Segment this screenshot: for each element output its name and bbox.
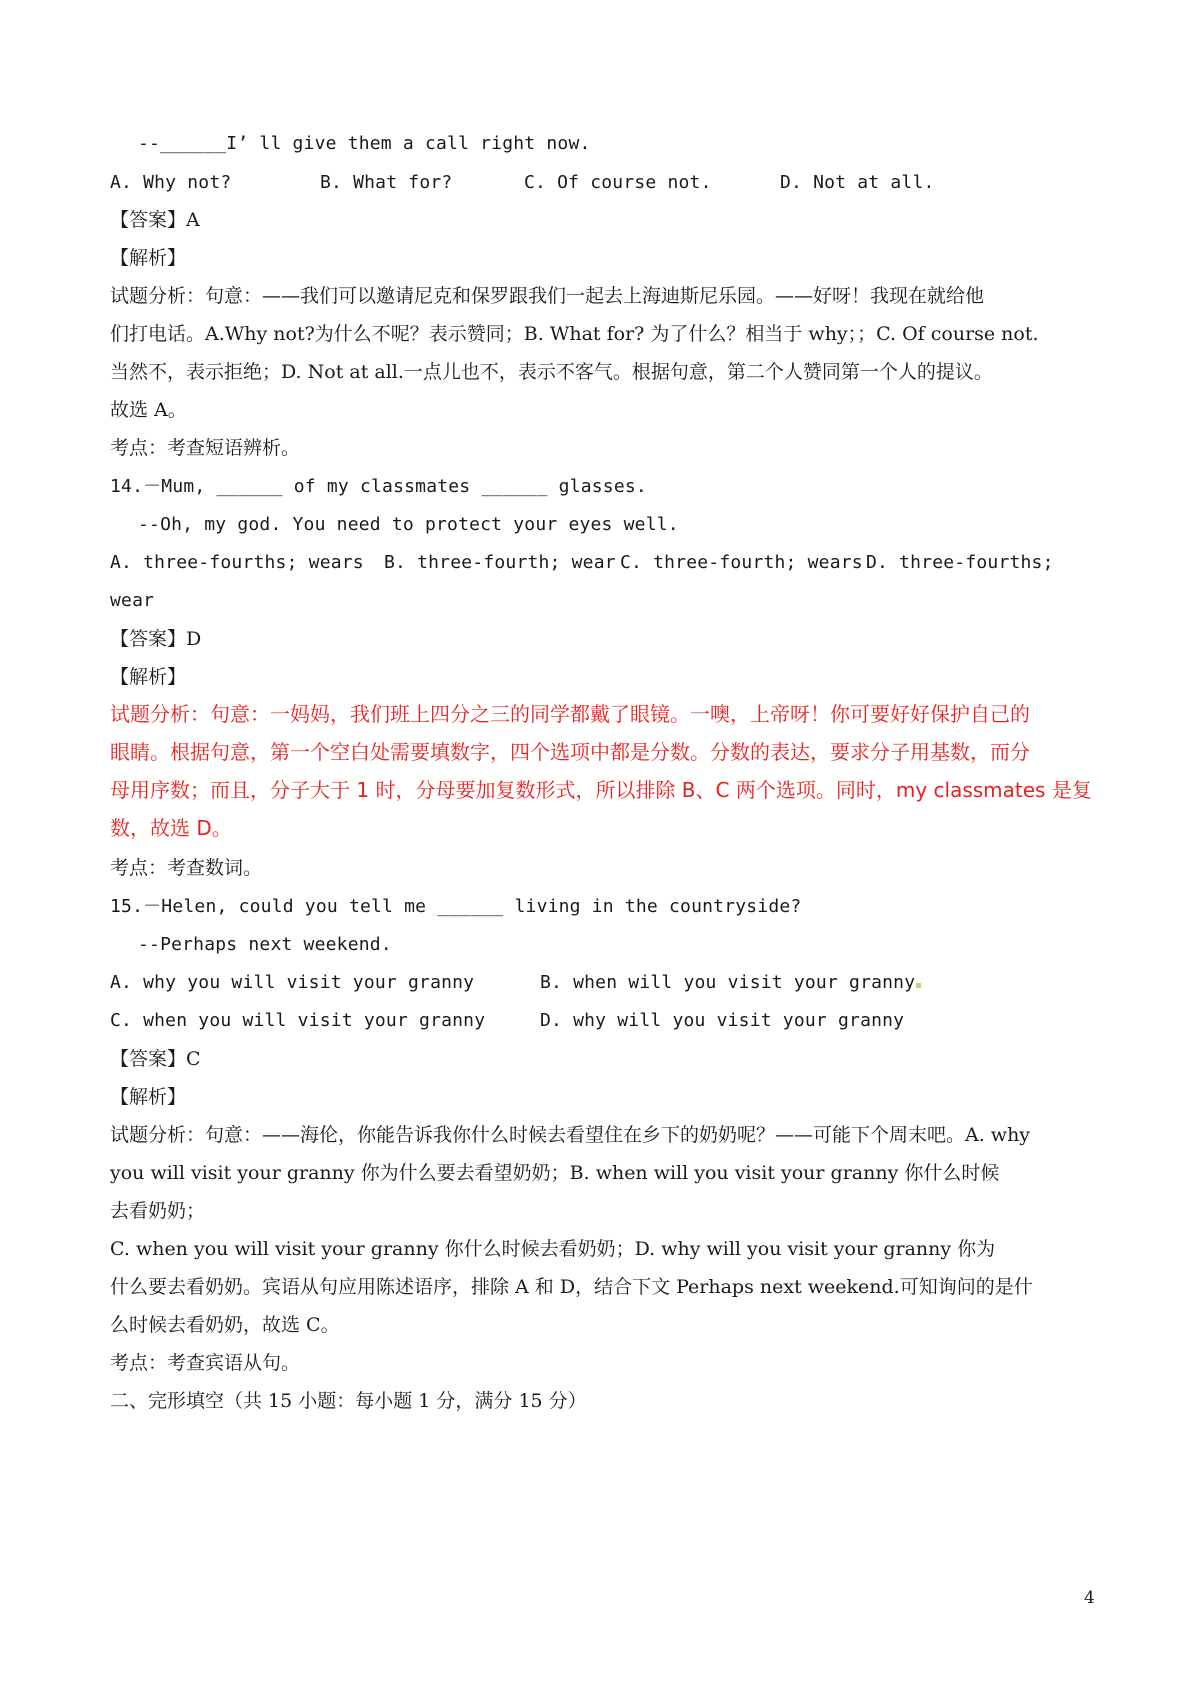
stray-mark bbox=[916, 983, 921, 988]
q14-analysis-line: 数，故选 D。 bbox=[110, 816, 232, 840]
q14-option-c: C. three-fourth; wears bbox=[620, 552, 863, 573]
q14-option-a: A. three-fourths; wears bbox=[110, 552, 364, 573]
q15-analysis-line: C. when you will visit your granny 你什么时候去看奶奶；D. why will you visit your granny 你为 bbox=[110, 1238, 996, 1260]
q13-analysis-line: 当然不，表示拒绝；D. Not at all.一点儿也不，表示不客气。根据句意，第二个人赞同第一个人的提议。 bbox=[110, 361, 993, 383]
q14-analysis-line: 试题分析：句意：一妈妈，我们班上四分之三的同学都戴了眼镜。一噢，上帝呀！你可要好好保护自己的 bbox=[110, 702, 1030, 726]
q14-option-d: D. three-fourths; bbox=[866, 552, 1054, 573]
page-number: 4 bbox=[1084, 1588, 1095, 1608]
q14-analysis-label: 【解析】 bbox=[110, 666, 187, 688]
q15-option-b: B. when will you visit your granny bbox=[540, 971, 921, 995]
q14-reply: --Oh, my god. You need to protect your eyes well. bbox=[138, 514, 679, 535]
q13-analysis-label: 【解析】 bbox=[110, 247, 187, 269]
q15-reply: --Perhaps next weekend. bbox=[138, 934, 392, 955]
q13-answer: 【答案】A bbox=[110, 209, 200, 231]
q13-option-a: A. Why not? bbox=[110, 172, 232, 193]
q13-option-d: D. Not at all. bbox=[780, 172, 935, 193]
q13-reply: --______I’ ll give them a call right now. bbox=[138, 133, 591, 154]
q13-point: 考点：考查短语辨析。 bbox=[110, 437, 301, 459]
q15-analysis-label: 【解析】 bbox=[110, 1086, 187, 1108]
q13-analysis-line: 们打电话。A.Why not?为什么不呢？表示赞同；B. What for? 为了什么？相当于 why；；C. Of course not. bbox=[110, 323, 1039, 345]
q15-option-a: A. why you will visit your granny bbox=[110, 972, 475, 993]
q14-question: 14.－Mum, ______ of my classmates ______ glasses. bbox=[110, 476, 647, 497]
q14-option-d-wrap: wear bbox=[110, 590, 155, 611]
q15-analysis-line: you will visit your granny 你为什么要去看望奶奶；B. when will you visit your granny 你什么时候 bbox=[110, 1162, 1000, 1184]
q14-answer: 【答案】D bbox=[110, 628, 202, 650]
q15-answer: 【答案】C bbox=[110, 1048, 201, 1070]
q15-analysis-line: 试题分析：句意：——海伦，你能告诉我你什么时候去看望住在乡下的奶奶呢？——可能下个周末吧。A. why bbox=[110, 1124, 1031, 1146]
q13-option-c: C. Of course not. bbox=[524, 172, 712, 193]
q15-option-c: C. when you will visit your granny bbox=[110, 1010, 486, 1031]
q13-option-b: B. What for? bbox=[320, 172, 453, 193]
q14-point: 考点：考查数词。 bbox=[110, 857, 263, 879]
section-heading: 二、完形填空（共 15 小题：每小题 1 分，满分 15 分） bbox=[110, 1390, 587, 1412]
q15-analysis-line: 么时候去看奶奶，故选 C。 bbox=[110, 1314, 340, 1336]
q15-option-d: D. why will you visit your granny bbox=[540, 1010, 905, 1031]
q15-point: 考点：考查宾语从句。 bbox=[110, 1352, 301, 1374]
q14-analysis-line: 眼睛。根据句意，第一个空白处需要填数字，四个选项中都是分数。分数的表达，要求分子用基数，而分 bbox=[110, 740, 1030, 764]
q13-analysis-line: 故选 A。 bbox=[110, 399, 187, 421]
q15-analysis-line: 去看奶奶； bbox=[110, 1200, 206, 1222]
q15-analysis-line: 什么要去看奶奶。宾语从句应用陈述语序，排除 A 和 D，结合下文 Perhaps next weekend.可知询问的是什 bbox=[110, 1276, 1033, 1298]
q14-analysis-line: 母用序数；而且，分子大于 1 时，分母要加复数形式，所以排除 B、C 两个选项。同时，my classmates 是复 bbox=[110, 778, 1092, 802]
q14-option-b: B. three-fourth; wear bbox=[384, 552, 616, 573]
q13-analysis-line: 试题分析：句意：——我们可以邀请尼克和保罗跟我们一起去上海迪斯尼乐园。——好呀！我现在就给他 bbox=[110, 285, 985, 307]
q15-question: 15.－Helen, could you tell me ______ living in the countryside? bbox=[110, 896, 802, 917]
